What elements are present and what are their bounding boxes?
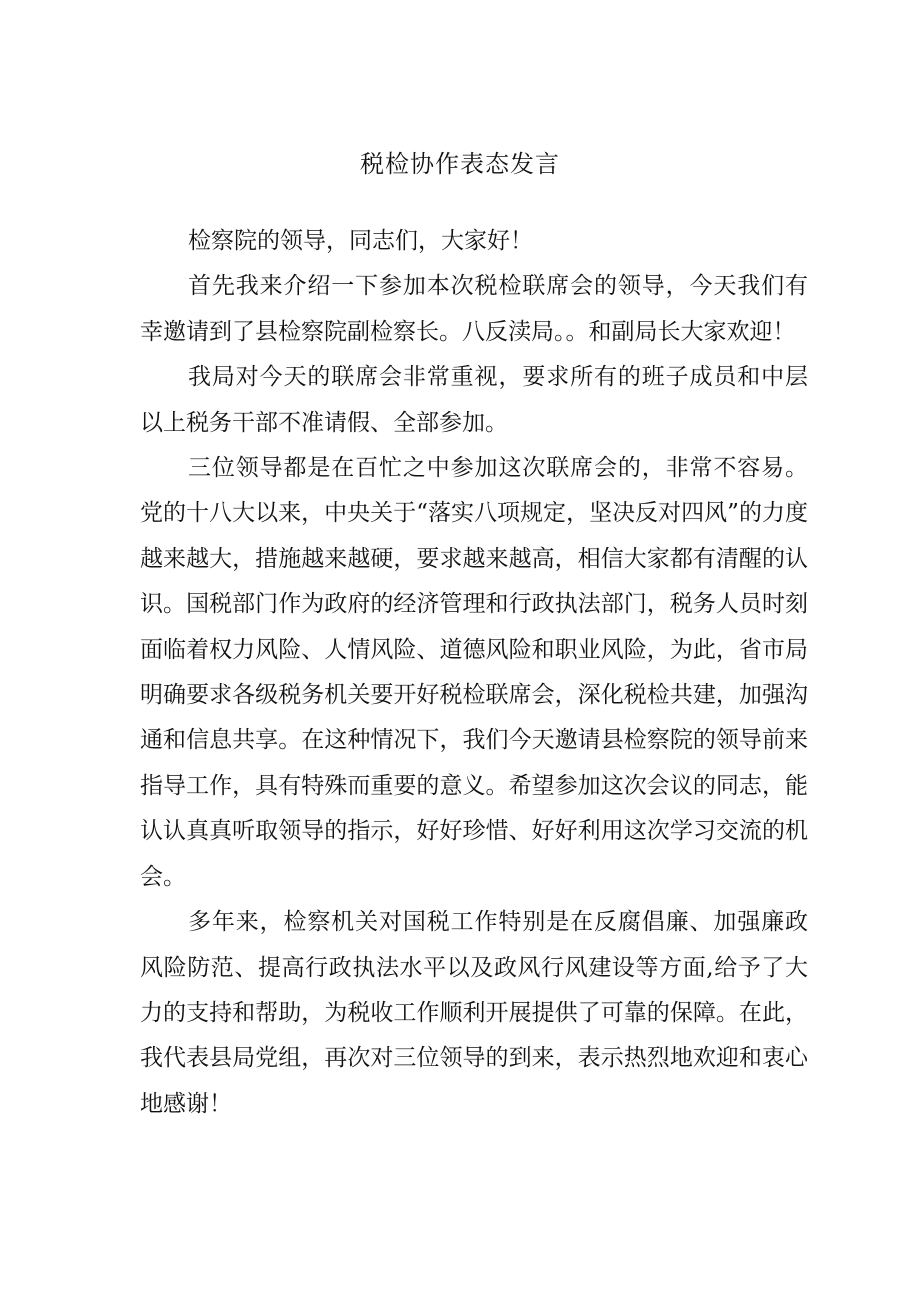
paragraph-greeting: 检察院的领导，同志们，大家好！ <box>188 228 533 254</box>
document-title: 税检协作表态发言 <box>360 150 560 178</box>
paragraph-attendance: 我局对今天的联席会非常重视，要求所有的班子成员和中层以上税务干部不准请假、全部参加。 <box>140 364 808 436</box>
document-body <box>140 219 808 1127</box>
paragraph-gratitude: 多年来，检察机关对国税工作特别是在反腐倡廉、加强廉政风险防范、提高行政执法水平以及政风行风建设等方面,给予了大力的支持和帮助，为税收工作顺利开展提供了可靠的保障。在此，我代表县局党组，再次对三位领导的到来，表示热烈地欢迎和衷心地感谢！ <box>140 909 808 1117</box>
paragraph-significance: 三位领导都是在百忙之中参加这次联席会的，非常不容易。党的十八大以来，中央关于“落实八项规定，坚决反对四风”的力度越来越大，措施越来越硬，要求越来越高，相信大家都有清醒的认识。国税部门作为政府的经济管理和行政执法部门，税务人员时刻面临着权力风险、人情风险、道德风险和职业风险，为此，省市局明确要求各级税务机关要开好税检联席会，深化税检共建，加强沟通和信息共享。在这种情况下，我们今天邀请县检察院的领导前来指导工作，具有特殊而重要的意义。希望参加这次会议的同志，能认认真真听取领导的指示，好好珍惜、好好利用这次学习交流的机会。 <box>140 455 808 890</box>
paragraph-introduction: 首先我来介绍一下参加本次税检联席会的领导，今天我们有幸邀请到了县检察院副检察长。八反渎局。。和副局长大家欢迎！ <box>140 273 808 345</box>
